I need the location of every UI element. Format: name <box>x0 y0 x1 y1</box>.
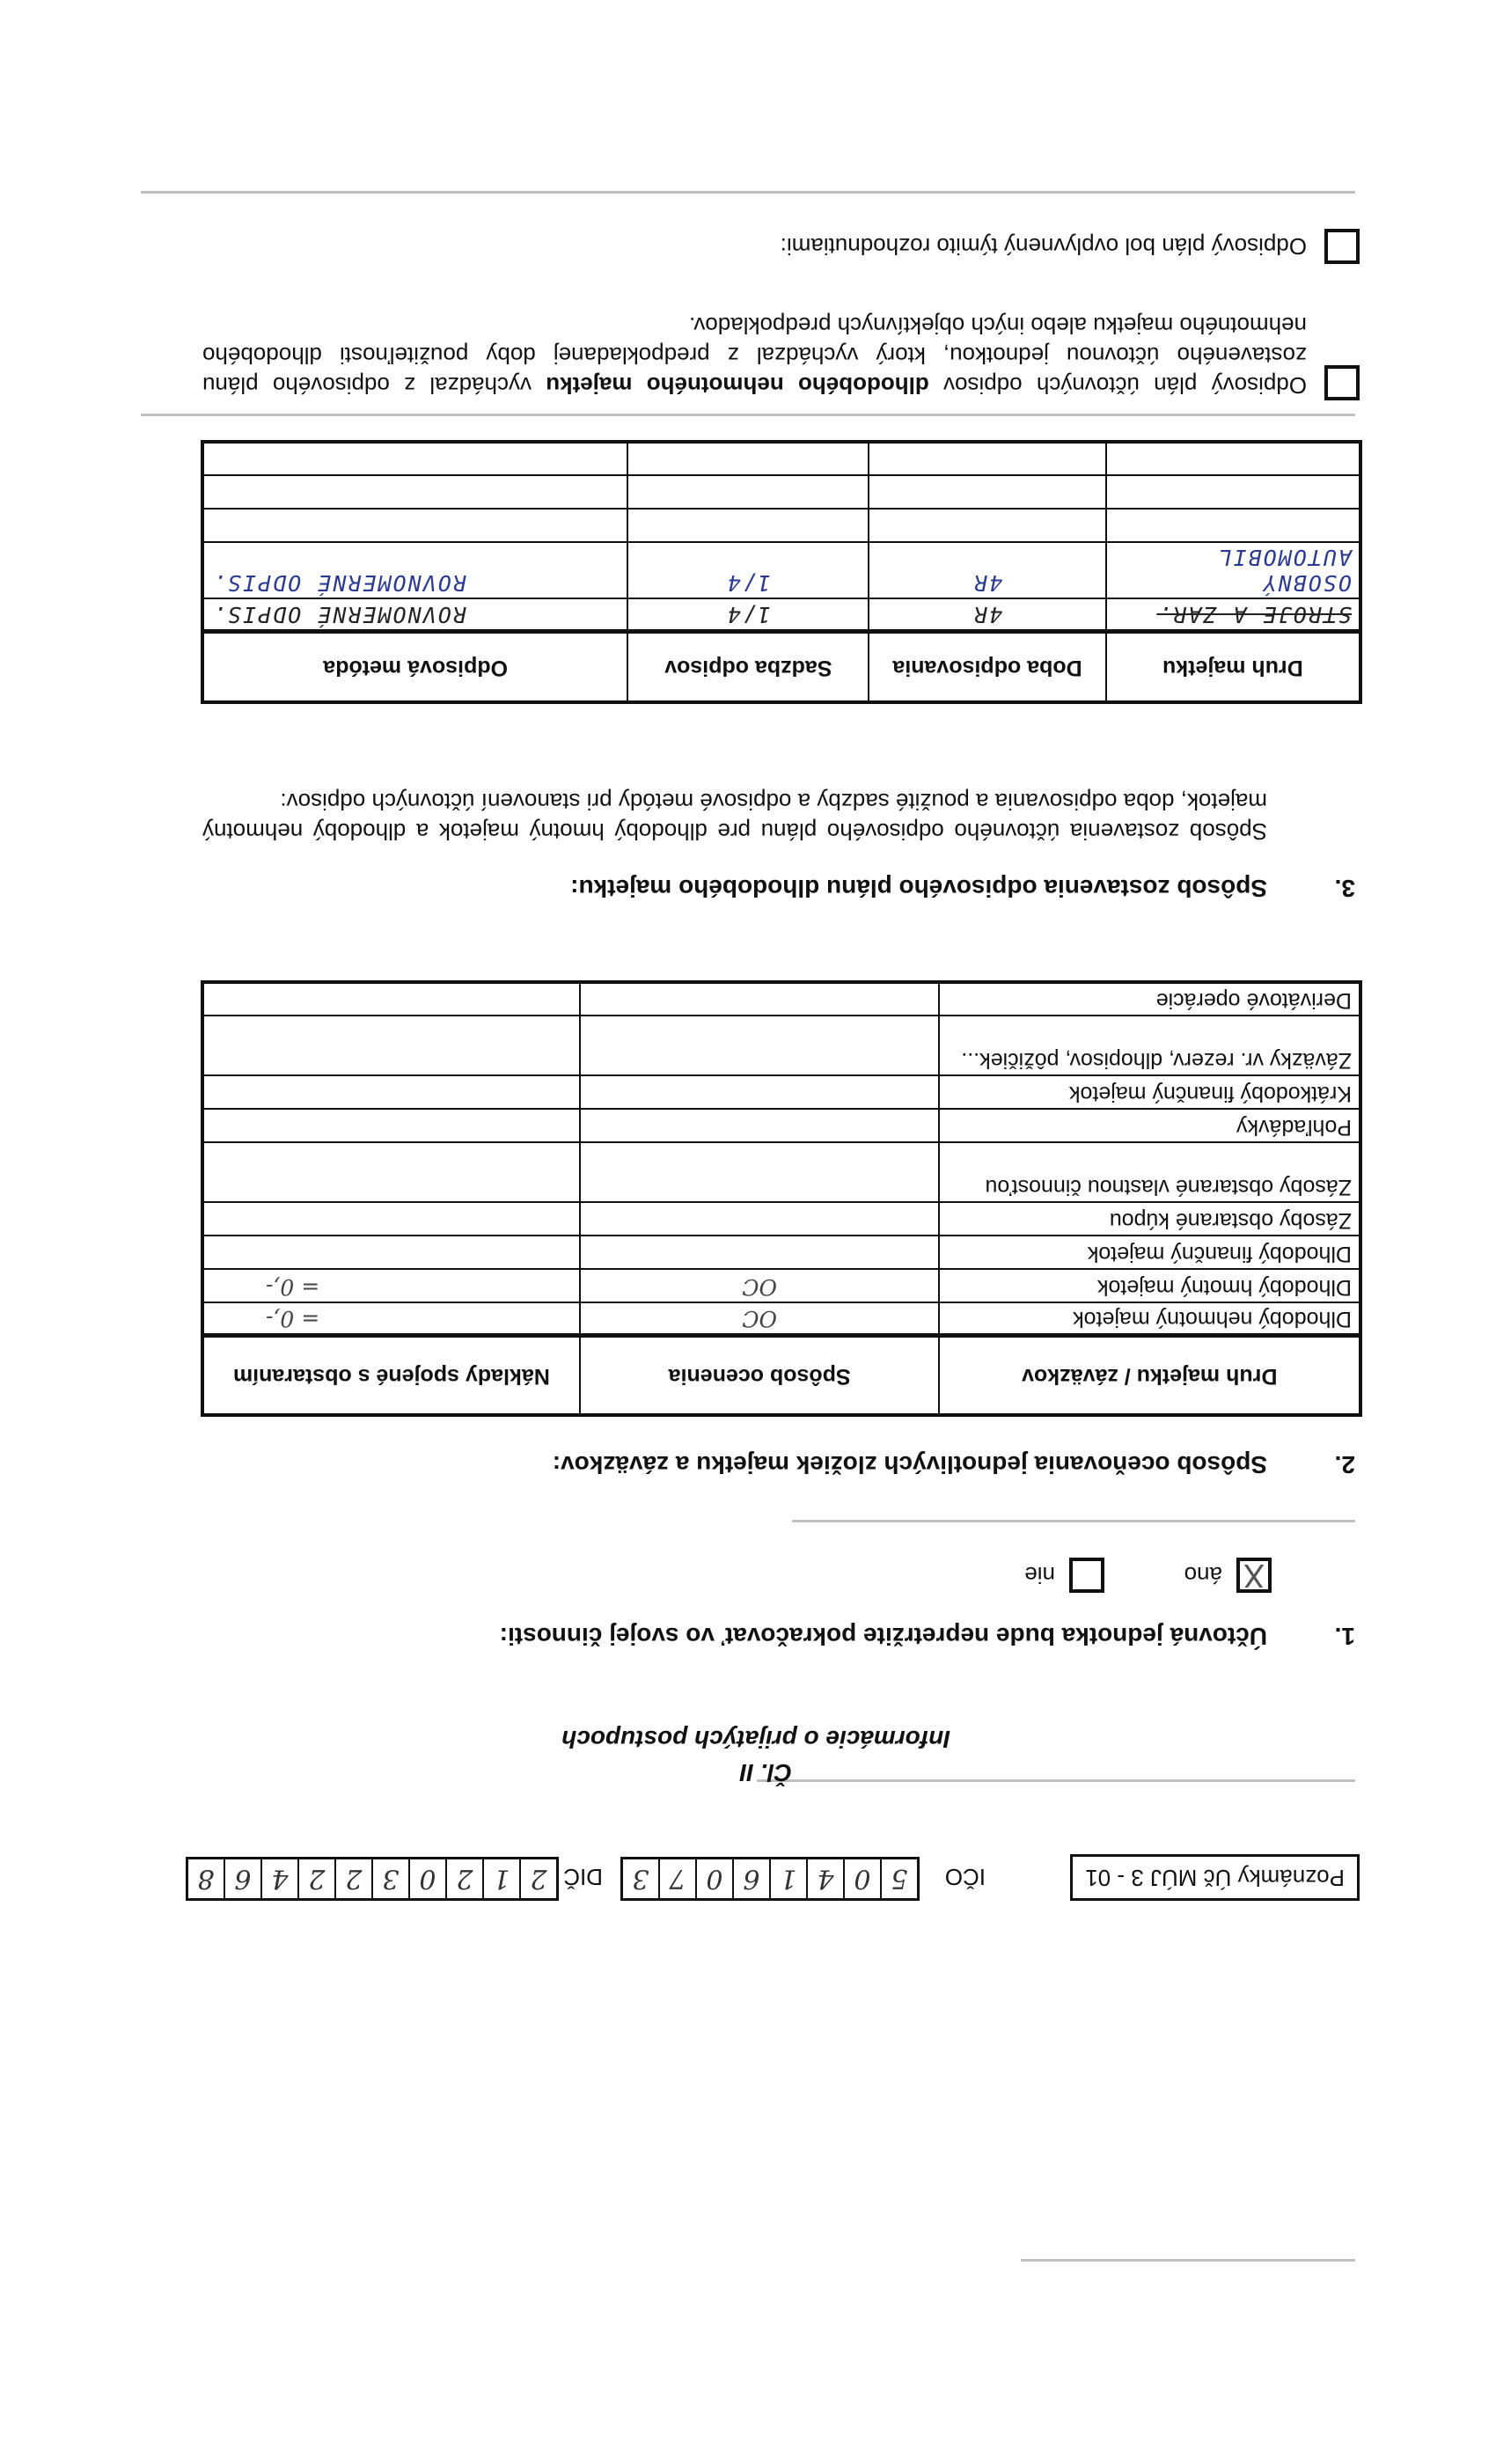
ico-label: IČO <box>944 1864 986 1890</box>
depreciation-table <box>201 440 1362 704</box>
cell-type: Pohľadávky <box>939 1109 1360 1142</box>
dic-digit[interactable]: 4 <box>260 1859 297 1898</box>
cell-asset-type[interactable] <box>1106 509 1360 542</box>
checkbox-plan-influenced[interactable] <box>1324 229 1360 264</box>
cell-type: Krátkodobý finančný majetok <box>939 1075 1360 1109</box>
cell-method[interactable] <box>202 509 627 542</box>
article-number: Čl. II <box>739 1759 792 1786</box>
cell-period[interactable] <box>869 442 1105 475</box>
plan-influenced-option[interactable] <box>781 229 1360 264</box>
dic-digit[interactable]: 6 <box>224 1859 260 1898</box>
option-ano[interactable] <box>1184 1558 1272 1593</box>
cell-valuation[interactable] <box>580 982 940 1016</box>
valuation-table <box>201 980 1362 1417</box>
column-header: Spôsob ocenenia <box>580 1336 940 1415</box>
dic-digit[interactable]: 1 <box>482 1859 519 1898</box>
section-title: Účtovná jednotka bude nepretržite pokračovať vo svojej činnosti: <box>499 1623 1267 1650</box>
ico-digit[interactable]: 5 <box>880 1859 917 1898</box>
cell-rate[interactable]: 1/4 <box>627 598 869 632</box>
scan-line <box>141 191 1355 194</box>
section-3-heading <box>570 874 1355 902</box>
table-row <box>202 1016 1360 1075</box>
cell-valuation[interactable] <box>580 1202 940 1236</box>
cell-rate[interactable] <box>627 475 869 509</box>
table-row <box>202 1302 1360 1336</box>
dic-digit[interactable]: 2 <box>519 1859 556 1898</box>
cell-rate[interactable] <box>627 509 869 542</box>
cell-costs[interactable] <box>202 1142 580 1202</box>
option-nie[interactable] <box>1024 1558 1104 1593</box>
dic-digit[interactable]: 3 <box>371 1859 408 1898</box>
section-1-heading <box>500 1622 1355 1650</box>
scan-line <box>141 414 1355 416</box>
section-number: 3. <box>1334 875 1355 902</box>
dic-digit[interactable]: 0 <box>408 1859 445 1898</box>
section-number: 1. <box>1334 1623 1355 1650</box>
table-row <box>202 1075 1360 1109</box>
intangible-plan-option[interactable] <box>202 311 1360 400</box>
checkbox-intangible-plan[interactable] <box>1324 365 1360 400</box>
cell-valuation[interactable]: OC <box>580 1302 940 1336</box>
cell-asset-type[interactable]: STROJE A ZAR. <box>1106 598 1360 632</box>
column-header: Druh majetku / záväzkov <box>939 1336 1360 1415</box>
table-row <box>202 1109 1360 1142</box>
cell-costs[interactable]: = 0,- <box>202 1269 580 1302</box>
ico-digit[interactable]: 0 <box>695 1859 732 1898</box>
dic-digit[interactable]: 2 <box>334 1859 371 1898</box>
cell-period[interactable] <box>869 509 1105 542</box>
form-label-box <box>1070 1854 1360 1901</box>
dic-field[interactable] <box>186 1857 559 1901</box>
table-row <box>202 1202 1360 1236</box>
article-title: Informácie o prijatých postupoch <box>561 1726 950 1753</box>
cell-valuation[interactable] <box>580 1016 940 1075</box>
cell-method[interactable]: ROVNOMERNÉ ODPIS. <box>202 542 627 598</box>
ico-digit[interactable]: 0 <box>843 1859 880 1898</box>
cell-valuation[interactable]: OC <box>580 1269 940 1302</box>
table-row <box>202 982 1360 1016</box>
checkbox-ano[interactable]: X <box>1236 1558 1272 1593</box>
cell-valuation[interactable] <box>580 1109 940 1142</box>
cell-type: Dlhodobý nehmotný majetok <box>939 1302 1360 1336</box>
cell-asset-type[interactable]: OSOBNÝ AUTOMOBIL <box>1106 542 1360 598</box>
cell-period[interactable]: 4R <box>869 542 1105 598</box>
section-2-heading <box>553 1450 1355 1478</box>
dic-label: DIČ <box>563 1864 603 1890</box>
table-row <box>202 1269 1360 1302</box>
cell-type: Derivátové operácie <box>939 982 1360 1016</box>
cell-costs[interactable] <box>202 1202 580 1236</box>
cell-type: Zásoby obstarané kúpou <box>939 1202 1360 1236</box>
ico-field[interactable] <box>620 1857 920 1901</box>
cell-method[interactable] <box>202 442 627 475</box>
plan-influenced-text: Odpisový plán bol ovplyvnený týmito rozhodnutiami: <box>780 233 1307 260</box>
option-label: áno <box>1184 1562 1222 1589</box>
table-row <box>202 1142 1360 1202</box>
cell-method[interactable]: ROVNOMERNÉ ODPIS. <box>202 598 627 632</box>
column-header: Náklady spojené s obstaraním <box>202 1336 580 1415</box>
column-header: Sadzba odpisov <box>627 632 869 702</box>
cell-valuation[interactable] <box>580 1075 940 1109</box>
cell-costs[interactable] <box>202 1016 580 1075</box>
cell-costs[interactable] <box>202 1075 580 1109</box>
cell-period[interactable] <box>869 475 1105 509</box>
scan-line <box>1021 2259 1355 2262</box>
cell-asset-type[interactable] <box>1106 475 1360 509</box>
cell-type: Dlhodobý hmotný majetok <box>939 1269 1360 1302</box>
cell-valuation[interactable] <box>580 1142 940 1202</box>
dic-digit[interactable]: 8 <box>197 1863 215 1895</box>
option-label: nie <box>1024 1562 1055 1589</box>
column-header: Odpisová metóda <box>202 632 627 702</box>
table-row <box>202 475 1360 509</box>
cell-period[interactable]: 4R <box>869 598 1105 632</box>
section-3-paragraph: Spôsob zostavenia účtovného odpisového plánu pre dlhodobý hmotný majetok a dlhodobý nehmotný majetok, doba odpisovania a použité sadzby a odpisové metódy pri stanovení účtovných odpisov: <box>202 788 1267 845</box>
cell-asset-type[interactable] <box>1106 442 1360 475</box>
section-title: Spôsob zostavenia odpisového plánu dlhodobého majetku: <box>570 875 1267 902</box>
cell-type: Zásoby obstarané vlastnou činnosťou <box>939 1142 1360 1202</box>
text-part: Odpisový plán účtovných odpisov <box>928 372 1307 399</box>
cell-costs[interactable] <box>202 1236 580 1269</box>
dic-digit[interactable]: 2 <box>297 1859 334 1898</box>
table-row <box>202 542 1360 598</box>
cell-valuation[interactable] <box>580 1236 940 1269</box>
table-row <box>202 1236 1360 1269</box>
column-header: Doba odpisovania <box>869 632 1105 702</box>
dic-digit[interactable]: 2 <box>445 1859 482 1898</box>
column-header: Druh majetku <box>1106 632 1360 702</box>
section-number: 2. <box>1334 1451 1355 1478</box>
cell-costs[interactable] <box>202 982 580 1016</box>
cell-costs[interactable] <box>202 1109 580 1142</box>
ico-digit[interactable]: 6 <box>732 1859 769 1898</box>
cell-method[interactable] <box>202 475 627 509</box>
ico-digit[interactable]: 3 <box>632 1863 649 1895</box>
table-row <box>202 442 1360 475</box>
ico-digit[interactable]: 1 <box>769 1859 806 1898</box>
checkbox-nie[interactable] <box>1069 1558 1104 1593</box>
scan-line <box>757 1779 1355 1782</box>
table-row <box>202 509 1360 542</box>
scan-line <box>792 1520 1355 1522</box>
form-label: Poznámky Úč MÚJ 3 - 01 <box>1085 1865 1345 1891</box>
cell-rate[interactable] <box>627 442 869 475</box>
intangible-plan-text <box>202 311 1307 400</box>
cell-costs[interactable]: = 0,- <box>202 1302 580 1336</box>
cell-rate[interactable]: 1/4 <box>627 542 869 598</box>
text-part: vychádzal z odpisového plánu zostaveného účtovnou jednotkou, ktorý vychádzal z predpokladanej doby použiteľnosti dlhodobého nehmotného majetku alebo iných objektívnych predpokladov. <box>202 312 1307 399</box>
cell-type: Dlhodobý finančný majetok <box>939 1236 1360 1269</box>
ico-digit[interactable]: 4 <box>806 1859 843 1898</box>
section-title: Spôsob oceňovania jednotlivých zložiek majetku a záväzkov: <box>552 1451 1267 1478</box>
text-bold-part: dlhodobého nehmotného majetku <box>546 372 929 399</box>
cell-type: Záväzky vr. rezerv, dlhopisov, pôžičiek... <box>939 1016 1360 1075</box>
table-row <box>202 598 1360 632</box>
ico-digit[interactable]: 7 <box>658 1859 695 1898</box>
